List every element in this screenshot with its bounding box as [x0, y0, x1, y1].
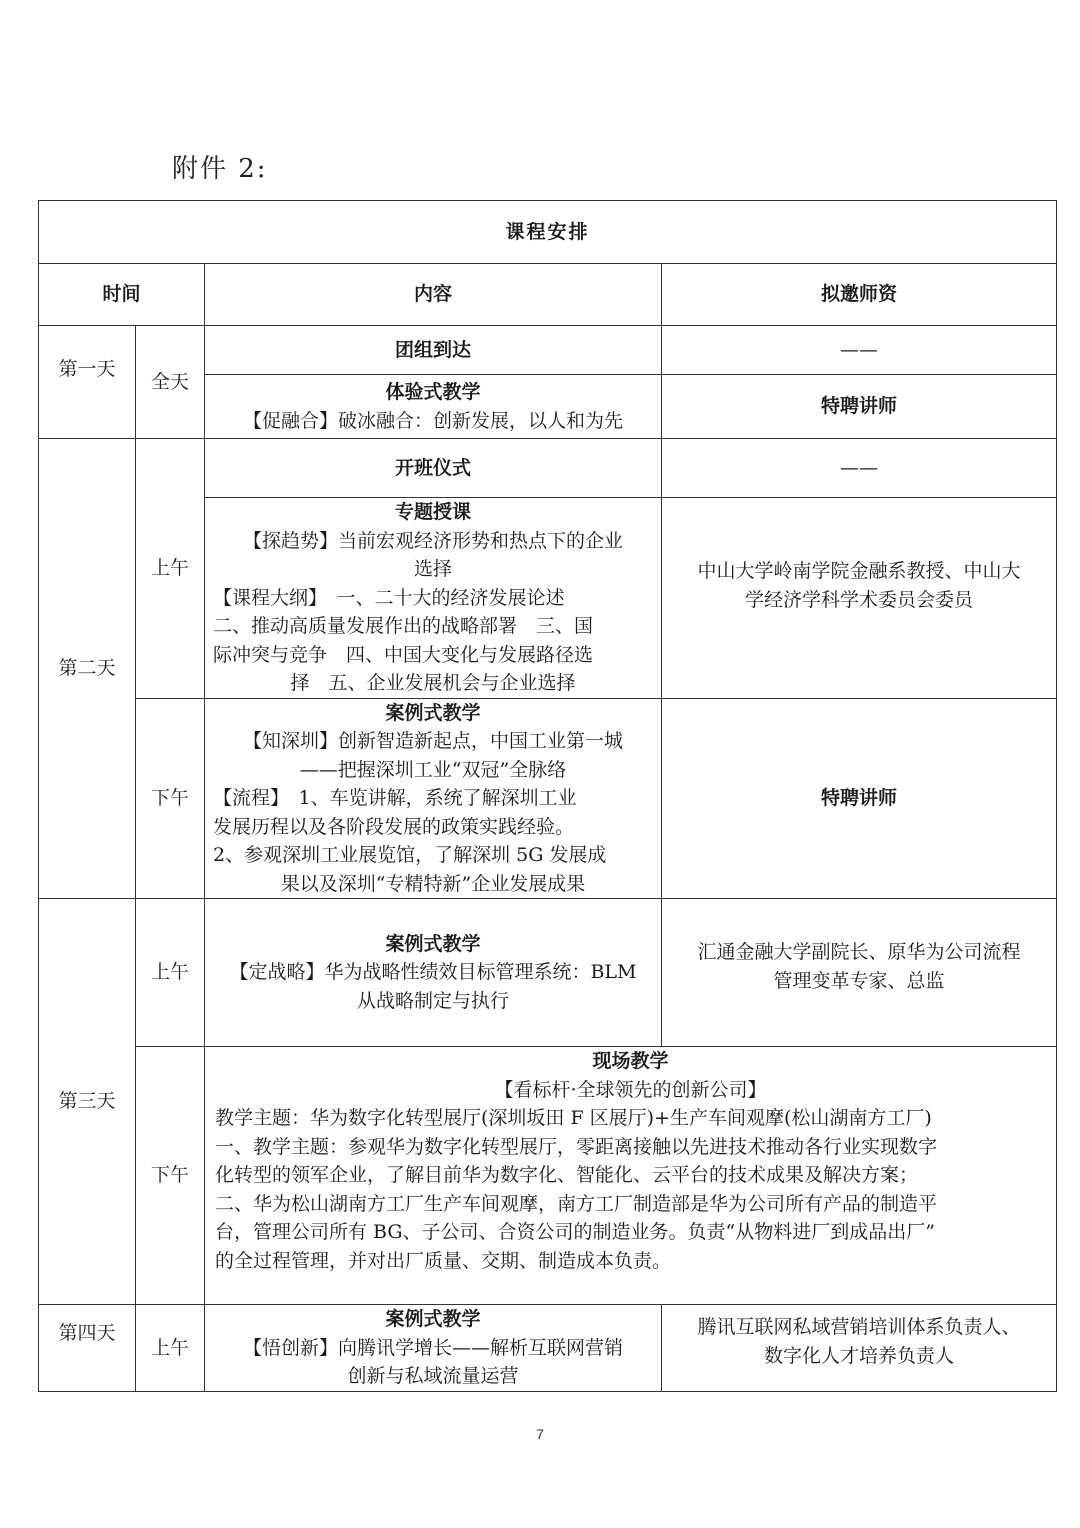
day3-am-teacher-line2: 管理变革专家、总监	[773, 969, 945, 992]
day2-opening-teacher: ——	[662, 439, 1057, 498]
day2-lecture-line3: 【课程大纲】 一、二十大的经济发展论述	[213, 586, 565, 609]
day3-label: 第三天	[39, 899, 136, 1305]
day3-field-line6: 的全过程管理，并对出厂质量、交期、制造成本负责。	[215, 1249, 672, 1272]
day1-label	[39, 326, 136, 439]
day3-field-subheading: 【看标杆·全球领先的创新公司】	[494, 1078, 767, 1101]
day3-am-line1: 【定战略】华为战略性绩效目标管理系统：BLM	[229, 961, 637, 984]
day1-arrival-teacher: ——	[662, 326, 1057, 375]
day2-case-line2: ——把握深圳工业“双冠”全脉络	[299, 758, 567, 781]
day2-case-heading: 案例式教学	[385, 701, 481, 724]
day4-teacher	[662, 1305, 1057, 1392]
day2-case-teacher: 特聘讲师	[662, 698, 1057, 899]
day3-am-heading: 案例式教学	[385, 932, 481, 955]
day1-experience-teacher: 特聘讲师	[662, 375, 1057, 439]
day3-field-cell	[205, 1047, 1057, 1305]
day2-lecture-teacher-line2: 学经济学科学术委员会委员	[745, 588, 974, 611]
day3-field-line1: 教学主题：华为数字化转型展厅(深圳坂田 F 区展厅)+生产车间观摩(松山湖南方工厂)	[215, 1107, 932, 1129]
header-time: 时间	[39, 264, 205, 326]
table-title: 课程安排	[39, 201, 1057, 264]
day1-arrival: 团组到达	[205, 326, 662, 375]
day2-lecture-line6: 择 五、企业发展机会与企业选择	[290, 672, 576, 694]
course-schedule-table	[38, 200, 1057, 1392]
day2-lecture-line1: 【探趋势】当前宏观经济形势和热点下的企业	[242, 529, 623, 552]
day2-case-line4: 发展历程以及各阶段发展的政策实践经验。	[213, 815, 575, 838]
attachment-label: 附件 2:	[172, 154, 268, 184]
day4-label: 第四天	[39, 1305, 136, 1392]
day2-lecture-cell	[205, 498, 662, 699]
day4-heading: 案例式教学	[385, 1308, 481, 1330]
day3-am-teacher-line1: 汇通金融大学副院长、原华为公司流程	[697, 941, 1021, 963]
day2-am: 上午	[136, 439, 205, 699]
day2-lecture-teacher	[662, 498, 1057, 699]
day3-field-line3: 化转型的领军企业，了解目前华为数字化、智能化、云平台的技术成果及解决方案；	[215, 1164, 919, 1186]
page-number: 7	[536, 1426, 544, 1442]
day3-am-line2: 从战略制定与执行	[356, 989, 509, 1012]
day4-teacher-line1: 腾讯互联网私域营销培训体系负责人、	[697, 1316, 1021, 1339]
day4-line2: 创新与私域流量运营	[347, 1365, 519, 1387]
day3-field-line2: 一、教学主题：参观华为数字化转型展厅，零距离接触以先进技术推动各行业实现数字	[215, 1135, 938, 1158]
day2-lecture-teacher-line1: 中山大学岭南学院金融系教授、中山大	[697, 560, 1021, 583]
day2-opening: 开班仪式	[205, 439, 662, 498]
day3-field-heading: 现场教学	[592, 1050, 669, 1072]
day1-experience-heading: 体验式教学	[385, 381, 481, 403]
day2-lecture-line4: 二、推动高质量发展作出的战略部署 三、国	[213, 615, 594, 637]
day2-lecture-line2: 选择	[413, 558, 452, 580]
day4-line1: 【悟创新】向腾讯学增长——解析互联网营销	[242, 1336, 623, 1359]
day3-pm: 下午	[136, 1047, 205, 1305]
day2-lecture-line5: 际冲突与竞争 四、中国大变化与发展路径选	[213, 643, 594, 666]
day2-case-line1: 【知深圳】创新智造新起点，中国工业第一城	[242, 730, 623, 752]
day3-am: 上午	[136, 899, 205, 1047]
day2-case-line3: 【流程】 1、车览讲解，系统了解深圳工业	[213, 787, 577, 809]
day2-pm: 下午	[136, 698, 205, 899]
day2-case-cell	[205, 698, 662, 899]
day3-am-teacher	[662, 899, 1057, 1047]
header-content: 内容	[205, 264, 662, 326]
day2-lecture-heading: 专题授课	[394, 501, 471, 523]
day3-am-cell	[205, 899, 662, 1047]
header-teacher: 拟邀师资	[662, 264, 1057, 326]
day2-label: 第二天	[39, 439, 136, 899]
day3-field-line5: 台，管理公司所有 BG、子公司、合资公司的制造业务。负责“从物料进厂到成品出厂”	[215, 1221, 935, 1243]
day3-field-line4: 二、华为松山湖南方工厂生产车间观摩，南方工厂制造部是华为公司所有产品的制造平	[215, 1192, 938, 1215]
day4-am: 上午	[136, 1305, 205, 1392]
day2-case-line5: 2、参观深圳工业展览馆，了解深圳 5G 发展成	[213, 844, 607, 866]
day1-experience-cell	[205, 375, 662, 439]
day1-experience-line: 【促融合】破冰融合：创新发展，以人和为先	[242, 409, 623, 432]
day1-period: 全天	[136, 326, 205, 439]
day4-teacher-line2: 数字化人才培养负责人	[764, 1344, 955, 1367]
day2-case-line6: 果以及深圳“专精特新”企业发展成果	[280, 872, 586, 895]
day4-cell	[205, 1305, 662, 1392]
day1-label-text: 第一天	[58, 357, 116, 380]
